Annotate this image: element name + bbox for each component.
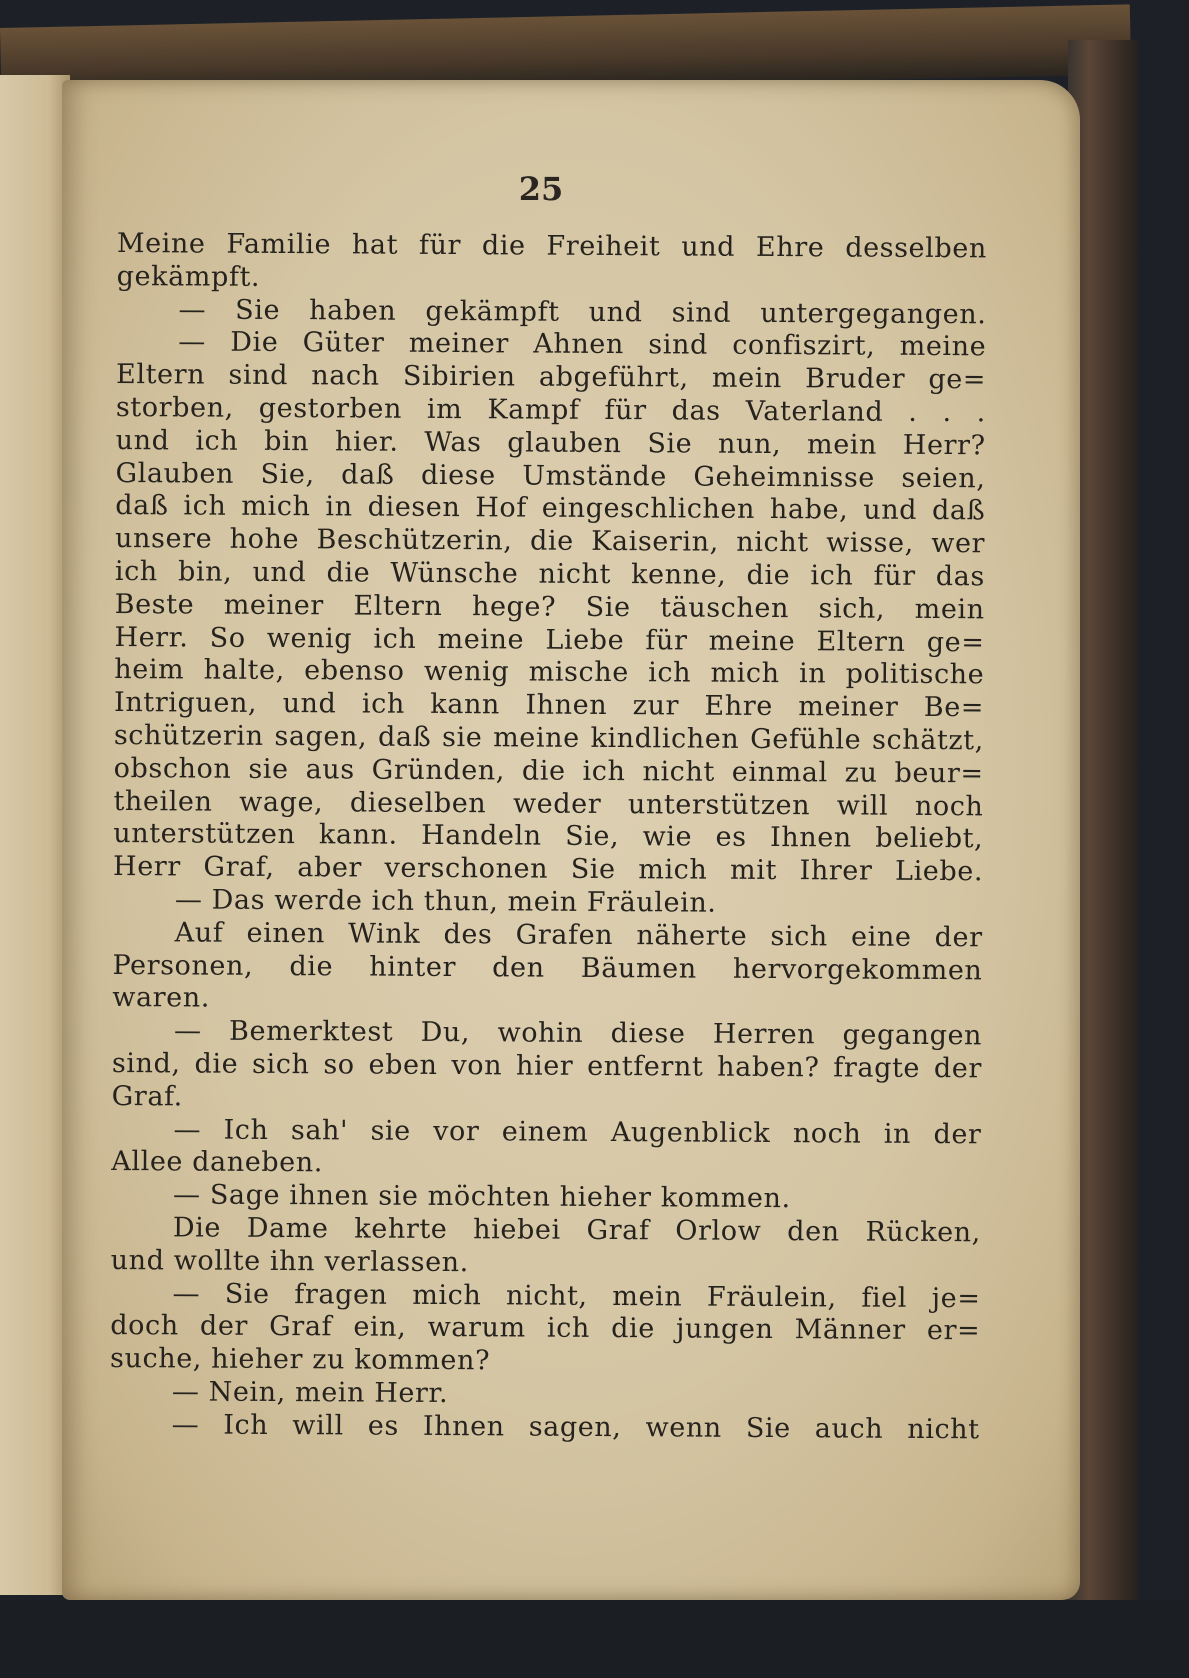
text-line: — Das werde ich thun, mein Fräulein. xyxy=(174,884,717,919)
text-line: und ich bin hier. Was glauben Sie nun, mein Herr? xyxy=(115,424,986,462)
text-line: sind, die sich so eben von hier entfernt haben? fragte der xyxy=(111,1047,982,1085)
page-number: 25 xyxy=(518,170,564,208)
text-line: — Sie haben gekämpft und sind untergegangen. xyxy=(178,293,987,330)
text-line: — Die Güter meiner Ahnen sind confiszirt, meine xyxy=(178,326,987,363)
text-line: Graf. xyxy=(111,1080,183,1113)
text-line: Intriguen, und ich kann Ihnen zur Ehre meiner Be= xyxy=(114,687,985,724)
text-line: Eltern sind nach Sibirien abgeführt, mein Bruder ge= xyxy=(116,359,987,396)
scan-background xyxy=(0,1600,1189,1678)
text-line: Beste meiner Eltern hege? Sie täuschen sich, mein xyxy=(114,588,985,626)
text-line: Auf einen Wink des Grafen näherte sich eine der xyxy=(174,917,983,954)
text-line: Die Dame kehrte hiebei Graf Orlow den Rücken, xyxy=(172,1212,981,1249)
text-line: — Bemerktest Du, wohin diese Herren gegangen xyxy=(174,1015,983,1052)
text-line: waren. xyxy=(112,982,211,1014)
text-line: gekämpft. xyxy=(116,260,261,293)
page-text-block xyxy=(110,228,987,1447)
text-line: — Ich sah' sie vor einem Augenblick noch in der xyxy=(173,1113,982,1150)
text-line: Meine Familie hat für die Freiheit und Ehre desselben xyxy=(116,228,987,265)
text-line: storben, gestorben im Kampf für das Vaterland . . . xyxy=(115,391,986,429)
book-page xyxy=(62,80,1080,1600)
text-line: Personen, die hinter den Bäumen hervorgekommen xyxy=(112,949,983,986)
text-line: obschon sie aus Gründen, die ich nicht einmal zu beur= xyxy=(113,752,984,790)
text-line: Glauben Sie, daß diese Umstände Geheimnisse seien, xyxy=(115,457,986,494)
text-line: daß ich mich in diesen Hof eingeschlichen habe, und daß xyxy=(115,490,986,527)
text-line: und wollte ihn verlassen. xyxy=(110,1244,470,1278)
previous-page-edge xyxy=(0,75,70,1595)
text-line: — Sage ihnen sie möchten hieher kommen. xyxy=(172,1179,791,1215)
text-line: — Nein, mein Herr. xyxy=(171,1376,449,1409)
text-line: unsere hohe Beschützerin, die Kaiserin, nicht wisse, wer xyxy=(115,523,986,560)
text-line: Herr Graf, aber verschonen Sie mich mit Ihrer Liebe. xyxy=(113,851,984,888)
text-line: suche, hieher zu kommen? xyxy=(109,1343,491,1377)
text-line: — Ich will es Ihnen sagen, wenn Sie auch nicht xyxy=(171,1409,980,1445)
text-line: doch der Graf ein, warum ich die jungen Männer er= xyxy=(110,1310,981,1347)
text-line: schützerin sagen, daß sie meine kindlichen Gefühle schätzt, xyxy=(113,719,984,757)
text-line: heim halte, ebenso wenig mische ich mich in politische xyxy=(114,654,985,691)
text-line: Allee daneben. xyxy=(111,1146,324,1179)
text-line: — Sie fragen mich nicht, mein Fräulein, fiel je= xyxy=(172,1277,981,1314)
text-line: theilen wage, dieselben weder unterstützen will noch xyxy=(113,785,984,822)
text-line: ich bin, und die Wünsche nicht kenne, die ich für das xyxy=(114,555,985,593)
text-line: unterstützen kann. Handeln Sie, wie es Ihnen beliebt, xyxy=(113,818,984,855)
text-line: Herr. So wenig ich meine Liebe für meine Eltern ge= xyxy=(114,621,985,658)
